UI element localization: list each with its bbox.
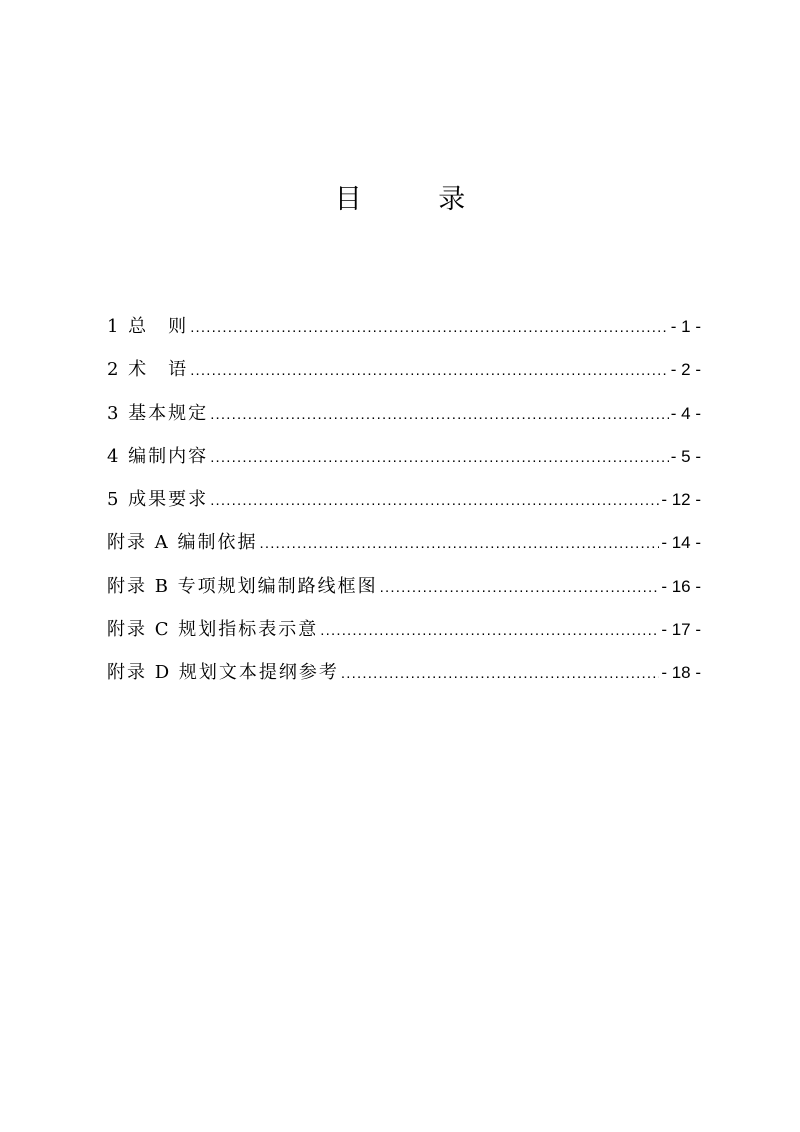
toc-entry-deliverables[interactable]	[107, 478, 701, 521]
page-title: 目 录	[334, 184, 500, 215]
toc-leader-dots	[341, 652, 659, 695]
toc-leader-dots	[380, 566, 660, 609]
table-of-contents	[107, 305, 701, 695]
toc-leader-dots	[259, 522, 659, 565]
toc-leader-dots	[190, 306, 669, 349]
toc-entry-terms[interactable]	[107, 348, 701, 391]
toc-entry-label: 4 编制内容	[107, 445, 209, 467]
toc-page-number: - 12 -	[661, 490, 701, 510]
toc-entry-appendix-a[interactable]	[107, 521, 701, 564]
toc-entry-label: 2 术 语	[107, 359, 189, 381]
toc-leader-dots	[210, 479, 659, 522]
toc-page-number: - 17 -	[661, 620, 701, 640]
toc-entry-appendix-b[interactable]	[107, 565, 701, 608]
toc-entry-label: 5 成果要求	[107, 489, 209, 511]
toc-page-number: - 2 -	[670, 360, 701, 380]
toc-entry-label: 附录 D 规划文本提纲参考	[107, 662, 339, 684]
toc-entry-compilation-content[interactable]	[107, 435, 701, 478]
toc-entry-basic-provisions[interactable]	[107, 392, 701, 435]
toc-page-number: - 5 -	[670, 446, 701, 466]
toc-entry-appendix-d[interactable]	[107, 651, 701, 694]
toc-page-number: - 1 -	[670, 317, 701, 336]
toc-leader-dots	[320, 609, 659, 652]
toc-entry-label: 附录 A 编制依据	[107, 532, 258, 554]
toc-page-number: - 4 -	[670, 403, 701, 423]
toc-page-number: - 14 -	[661, 533, 701, 553]
toc-entry-appendix-c[interactable]	[107, 608, 701, 651]
toc-leader-dots	[210, 393, 669, 436]
toc-entry-label: 1 总 则	[107, 316, 189, 337]
toc-entry-label: 3 基本规定	[107, 402, 209, 424]
toc-leader-dots	[210, 436, 669, 479]
toc-page-number: - 16 -	[661, 576, 701, 596]
toc-entry-label: 附录 B 专项规划编制路线框图	[107, 575, 378, 597]
toc-entry-label: 附录 C 规划指标表示意	[107, 619, 319, 641]
toc-page-number: - 18 -	[661, 663, 701, 683]
toc-leader-dots	[190, 349, 669, 392]
toc-entry-general[interactable]	[107, 305, 701, 348]
